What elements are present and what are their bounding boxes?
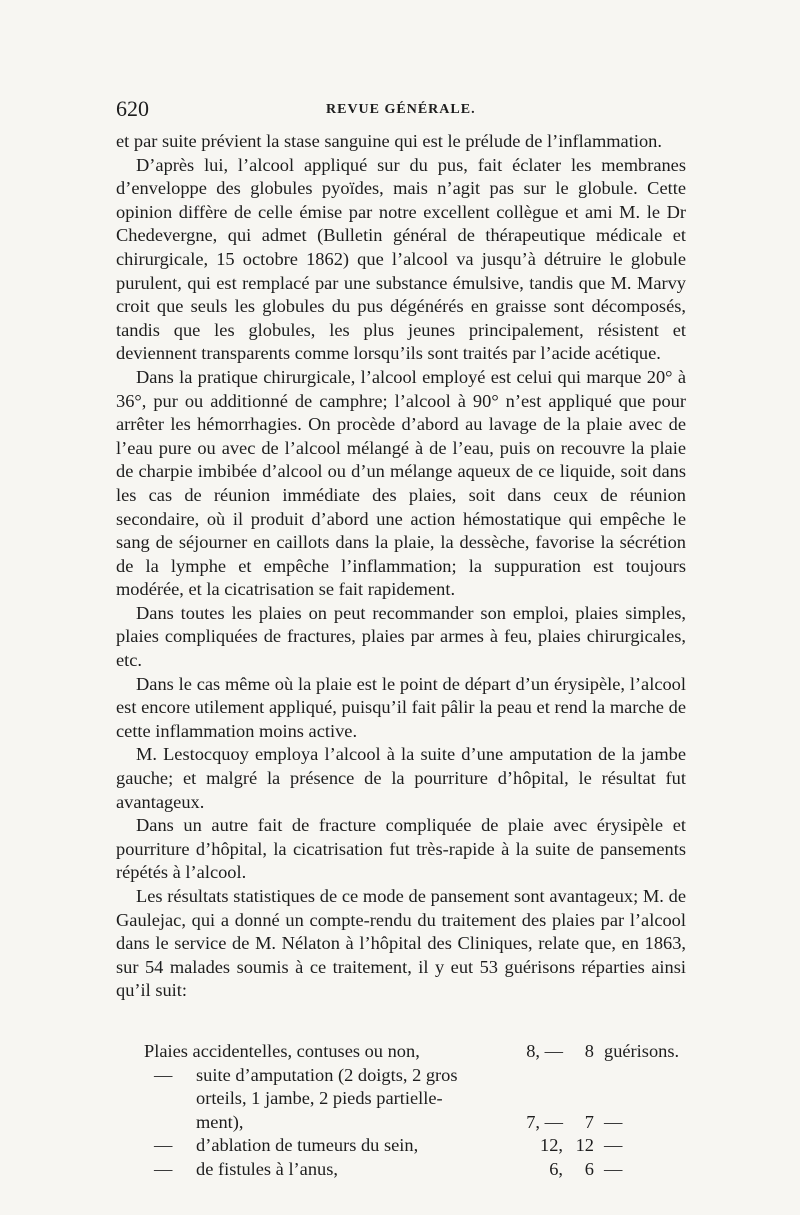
row-healed: 6 [584, 1158, 594, 1179]
row-result: — [604, 1111, 623, 1132]
row-count: 7, — [526, 1111, 563, 1132]
row-dash: — [154, 1158, 173, 1179]
paragraph: M. Lestocquoy employa l’alcool à la suite d’une amputation de la jambe gauche; et malgré la présence de la pourriture d’hôpital, le résultat fut avantageux. [116, 744, 686, 812]
paragraph: et par suite prévient la stase sanguine qui est le prélude de l’inflammation. [116, 131, 662, 151]
row-label: suite d’amputation (2 doigts, 2 gros [196, 1064, 458, 1085]
table-row [116, 1111, 686, 1135]
row-dash: — [154, 1135, 173, 1156]
paragraph: Dans le cas même où la plaie est le point de départ d’un érysipèle, l’alcool est encore utilement appliqué, puisqu’il fait pâlir la peau et rend la marche de cette inflammation moins active. [116, 673, 686, 741]
row-label: de fistules à l’anus, [196, 1158, 338, 1179]
running-head: REVUE GÉNÉRALE. [326, 102, 476, 117]
table-row [116, 1158, 686, 1182]
table-row [116, 1087, 686, 1111]
paragraph: Dans un autre fait de fracture compliquée de plaie avec érysipèle et pourriture d’hôpital, la cicatrisation fut très-rapide à la suite de pansements répétés à l’alcool. [116, 815, 686, 883]
row-count: 8, — [526, 1041, 563, 1061]
row-count: 6, [549, 1158, 563, 1179]
results-table [116, 1040, 686, 1182]
table-row [116, 1134, 686, 1158]
page-header [116, 96, 686, 126]
table-row [116, 1040, 686, 1064]
row-healed: 12 [575, 1135, 594, 1156]
paragraph: Dans toutes les plaies on peut recommander son emploi, plaies simples, plaies compliquées de fractures, plaies par armes à feu, plaies chirurgicales, etc. [116, 602, 686, 671]
row-label: orteils, 1 jambe, 2 pieds partielle- [196, 1088, 443, 1109]
row-healed: 7 [584, 1111, 594, 1132]
row-label: Plaies accidentelles, contuses ou non, [144, 1041, 420, 1061]
row-dash: — [154, 1064, 173, 1085]
row-result: — [604, 1158, 623, 1179]
row-label: ment), [196, 1111, 244, 1132]
table-row [116, 1064, 686, 1088]
row-count: 12, [540, 1135, 563, 1156]
row-label: d’ablation de tumeurs du sein, [196, 1135, 419, 1156]
page-number: 620 [116, 96, 149, 121]
paragraph: D’après lui, l’alcool appliqué sur du pus, fait éclater les membranes d’enveloppe des globules pyoïdes, mais n’agit pas sur le globule. Cette opinion diffère de celle émise par notre excellent collègue et ami M. le Dr Chedevergne, qui admet (Bulletin général de thérapeutique médicale et chirurgicale, 15 octobre 1862) que l’alcool va jusqu’à détruire le globule purulent, qui est remplacé par une substance émulsive, tandis que M. Marvy croit que seuls les globules du pus dégénérés en graisse sont décomposés, tandis que les globules, les plus jeunes principalement, résistent et deviennent transparents comme lorsqu’ils sont traités par l’acide acétique. [116, 154, 686, 364]
row-result: guérisons. [604, 1041, 680, 1061]
row-result: — [604, 1135, 623, 1156]
paragraph: Les résultats statistiques de ce mode de pansement sont avantageux; M. de Gaulejac, qui a donné un compte-rendu du traitement des plaies par l’alcool dans le service de M. Nélaton à l’hôpital des Cliniques, relate que, en 1863, sur 54 malades soumis à ce traitement, il y eut 53 guérisons réparties ainsi qu’il suit: [116, 886, 686, 1001]
paragraph: Dans la pratique chirurgicale, l’alcool employé est celui qui marque 20° à 36°, pur ou additionné de camphre; l’alcool à 90° n’est appliqué que pour arrêter les hémorrhagies. On procède d’abord au lavage de la plaie avec de l’eau pure ou avec de l’alcool mélangé à de l’eau, puis on recouvre la plaie de charpie imbibée d’alcool ou d’un mélange aqueux de ce liquide, soit dans les cas de réunion immédiate des plaies, soit dans ceux de réunion secondaire, où il produit d’abord une action hémostatique qui empêche le sang de séjourner en caillots dans la plaie, la dessèche, favorise la sécrétion de la lymphe et empêche l’inflammation; la suppuration est toujours modérée, et la cicatrisation se fait rapidement. [116, 366, 686, 600]
body-text [116, 130, 686, 1003]
row-healed: 8 [584, 1041, 594, 1061]
